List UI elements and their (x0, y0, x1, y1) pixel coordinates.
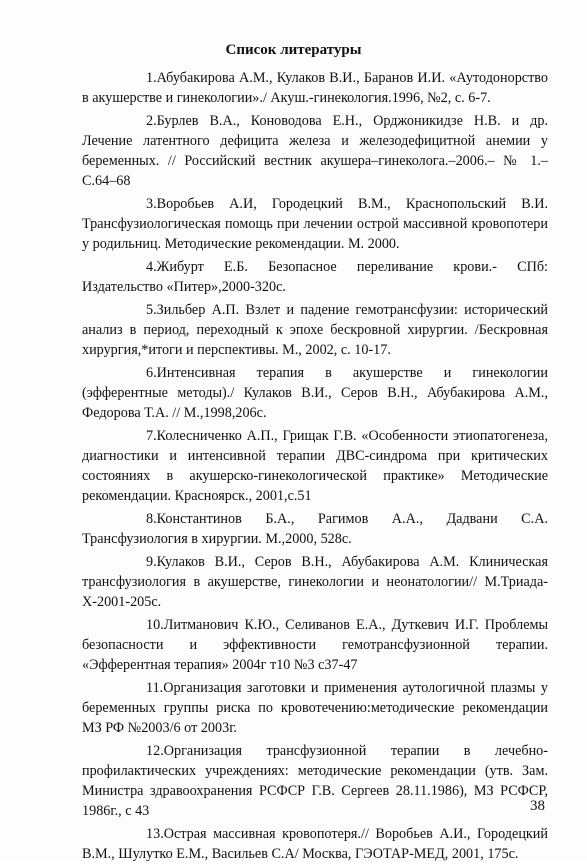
reference-text: Литманович К.Ю., Селиванов Е.А., Дуткевич И.Г. Проблемы безопасности и эффективности гемотрансфузионной терапии. «Эфферентная терапия» 2004г т10 №3 с37-47 (82, 617, 548, 673)
reference-list (82, 68, 548, 867)
reference-text: Константинов Б.А., Рагимов А.А., Дадвани С.А. Трансфузиология в хирургии. М.,2000, 528с. (82, 511, 548, 547)
reference-item (82, 68, 548, 108)
reference-item (82, 741, 548, 821)
reference-text: Воробьев А.И, Городецкий В.М., Краснопольский В.И. Трансфузиологическая помощь при лечении острой массивной кровопотери у родильниц. Методические рекомендации. М. 2000. (82, 196, 548, 252)
reference-item (82, 300, 548, 360)
reference-number: 7. (146, 428, 157, 444)
page-title: Список литературы (225, 42, 362, 58)
reference-text: Острая массивная кровопотеря.// Воробьев А.И., Городецкий В.М., Шулутко Е.М., Васильев С.А/ Москва, ГЭОТАР-МЕД, 2001, 175с. (82, 826, 548, 862)
reference-text: Организация заготовки и применения аутологичной плазмы у беременных группы риска по кровотечению:методические рекомендации МЗ РФ №2003/6 от 2003г. (82, 680, 548, 736)
reference-item (82, 824, 548, 864)
reference-text: Зильбер А.П. Взлет и падение гемотрансфузии: исторический анализ в период, переходный к эпохе бескровной хирургии. /Бескровная хирургия,*итоги и перспективы. М., 2002, с. 10-17. (82, 302, 548, 358)
reference-text: Бурлев В.А., Коноводова Е.Н., Орджоникидзе Н.В. и др. Лечение латентного дефицита железа и железодефицитной анемии у беременных. // Российский вестник акушера–гинеколога.–2006.– № 1.– С.64–68 (82, 113, 548, 189)
reference-number: 9. (146, 554, 157, 570)
reference-number: 11. (146, 680, 164, 696)
reference-number: 8. (146, 511, 157, 527)
reference-text: Интенсивная терапия в акушерстве и гинекологии (эфферентные методы)./ Кулаков В.И., Серов В.Н., Абубакирова А.М., Федорова Т.А. // М.,1998,206с. (82, 365, 548, 421)
reference-text: Организация трансфузионной терапии в лечебно-профилактических учреждениях: методические рекомендации (утв. Зам. Министра здравоохранения РСФСР Г.В. Сергеев 28.11.1986), МЗ РСФСР, 1986г., с 43 (82, 743, 548, 819)
reference-text: Жибурт Е.Б. Безопасное переливание крови.- СПб: Издательство «Питер»,2000-320с. (82, 259, 548, 295)
reference-item (82, 426, 548, 506)
reference-item (82, 678, 548, 738)
reference-item (82, 194, 548, 254)
reference-text: Колесниченко А.П., Грищак Г.В. «Особенности этиопатогенеза, диагностики и интенсивной терапии ДВС-синдрома при критических состояниях в акушерско-гинекологической практике» Методические рекомендации. Красноярск., 2001,с.51 (82, 428, 548, 504)
reference-number: 5. (146, 302, 157, 318)
reference-item (82, 111, 548, 191)
page-number: 38 (530, 798, 545, 814)
reference-number: 4. (146, 259, 157, 275)
reference-number: 13. (146, 826, 164, 842)
reference-item (82, 615, 548, 675)
reference-number: 12. (146, 743, 164, 759)
reference-number: 10. (146, 617, 164, 633)
reference-text: Абубакирова А.М., Кулаков В.И., Баранов И.И. «Аутодонорство в акушерстве и гинекологии»./ Акуш.-гинекология.1996, №2, с. 6-7. (82, 70, 548, 106)
reference-item (82, 552, 548, 612)
reference-number: 6. (146, 365, 157, 381)
reference-item (82, 257, 548, 297)
reference-number: 3. (146, 196, 157, 212)
reference-number: 2. (146, 113, 157, 129)
reference-item (82, 509, 548, 549)
reference-item (82, 363, 548, 423)
reference-text: Кулаков В.И., Серов В.Н., Абубакирова А.М. Клиническая трансфузиология в акушерстве, гинекологии и неонатологии// М.Триада-Х-2001-205с. (82, 554, 548, 610)
reference-number: 1. (146, 70, 157, 86)
